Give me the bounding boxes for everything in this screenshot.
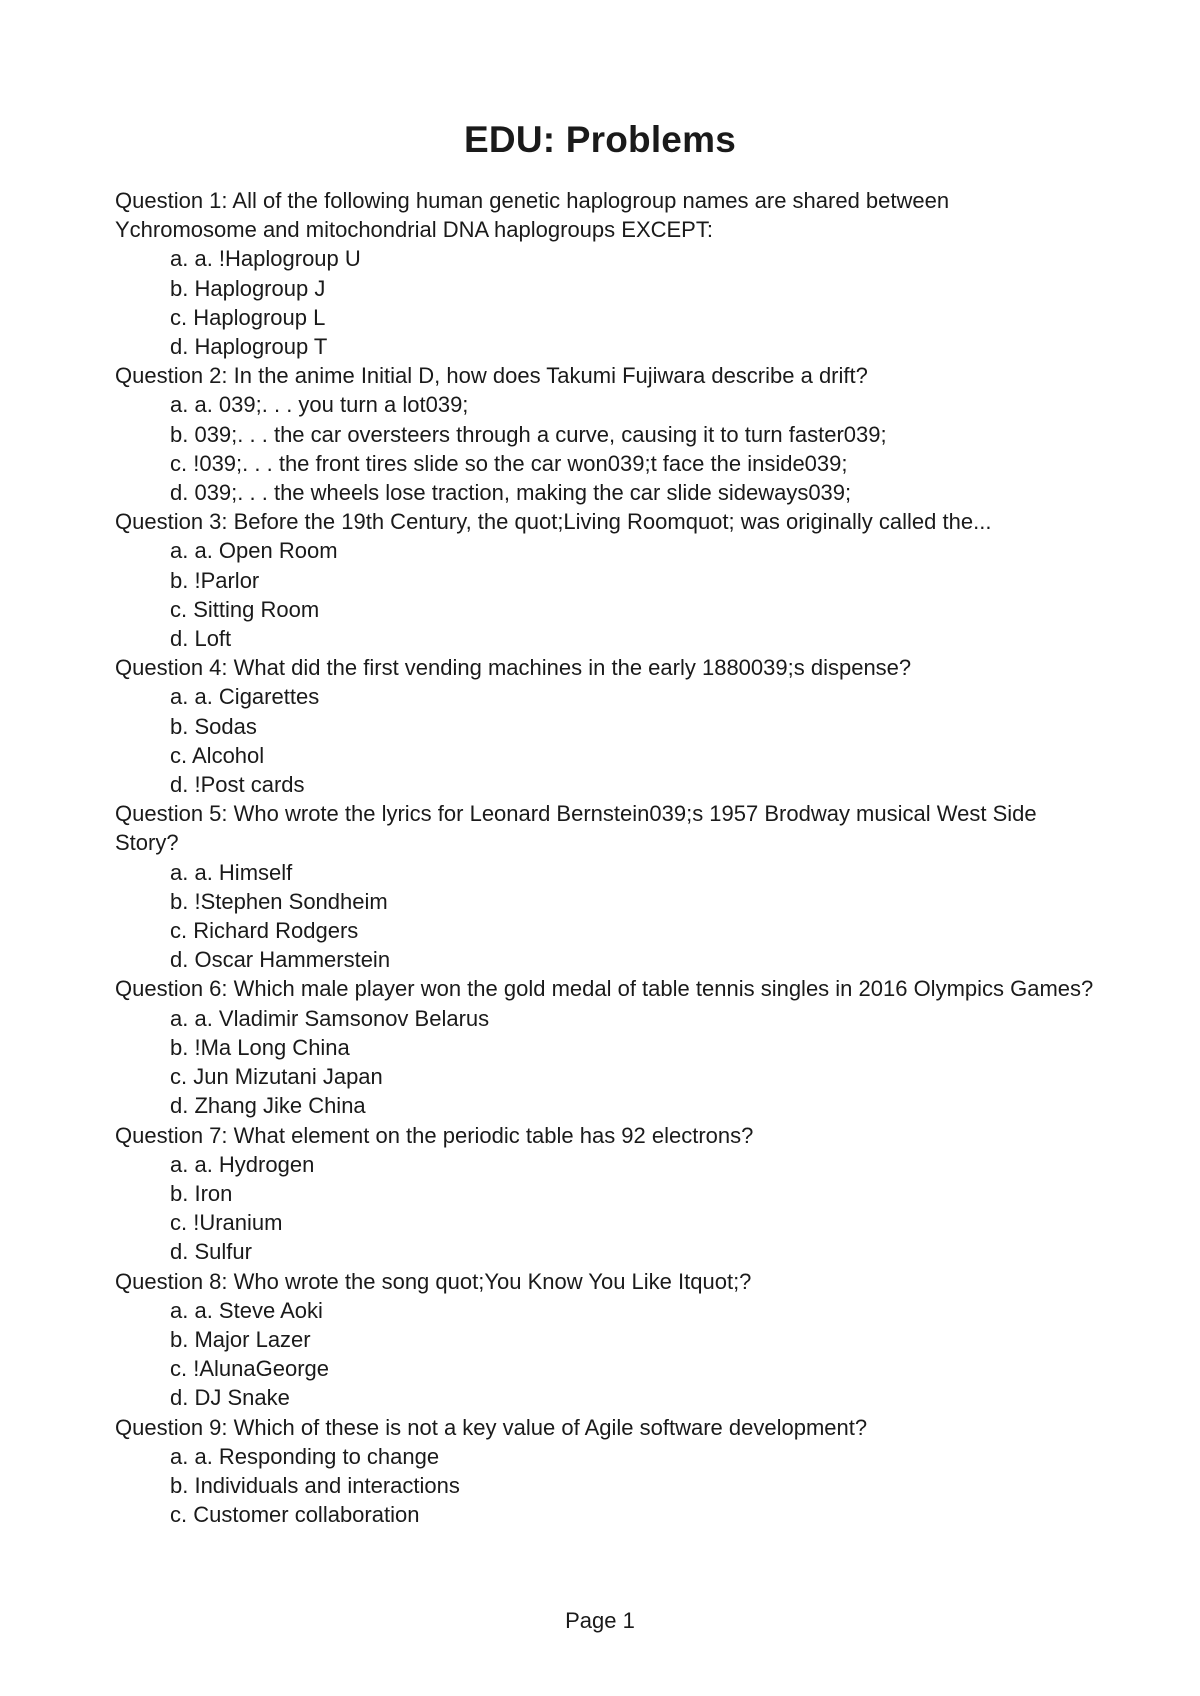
option-list — [115, 390, 1095, 507]
question-9 — [115, 1413, 1095, 1530]
option-b: b. Individuals and interactions — [170, 1472, 460, 1498]
question-1 — [115, 186, 1095, 361]
question-8 — [115, 1267, 1095, 1413]
question-text: Question 3: Before the 19th Century, the quot;Living Roomquot; was originally called the... — [115, 509, 992, 535]
option-b: b. 039;. . . the car oversteers through a curve, causing it to turn faster039; — [170, 421, 887, 447]
option-d: d. Oscar Hammerstein — [170, 947, 391, 973]
option-a: a. a. Himself — [170, 859, 293, 885]
question-text: Question 6: Which male player won the gold medal of table tennis singles in 2016 Olympics Games? — [115, 976, 1094, 1002]
option-b: b. Sodas — [170, 713, 257, 739]
option-c: c. !039;. . . the front tires slide so the car won039;t face the inside039; — [170, 450, 848, 476]
question-6 — [115, 974, 1095, 1120]
option-d: d. Zhang Jike China — [170, 1093, 366, 1119]
option-a: a. a. 039;. . . you turn a lot039; — [170, 392, 469, 418]
question-list — [115, 186, 1095, 1529]
option-c: c. Sitting Room — [170, 596, 320, 622]
option-a: a. a. Open Room — [170, 538, 338, 564]
option-list — [115, 1150, 1095, 1267]
question-text: Question 1: All of the following human genetic haplogroup names are shared between Ychromosome and mitochondrial DNA haplogroups EXCEPT: — [115, 188, 950, 243]
option-d: d. Sulfur — [170, 1239, 252, 1265]
option-d: d. DJ Snake — [170, 1385, 290, 1411]
option-a: a. a. !Haplogroup U — [170, 246, 361, 272]
option-d: d. Loft — [170, 626, 232, 652]
option-b: b. Major Lazer — [170, 1326, 311, 1352]
option-c: c. Haplogroup L — [170, 304, 326, 330]
question-text: Question 5: Who wrote the lyrics for Leonard Bernstein039;s 1957 Brodway musical West Side Story? — [115, 801, 1037, 856]
option-list — [115, 536, 1095, 653]
option-c: c. !Uranium — [170, 1210, 283, 1236]
option-c: c. !AlunaGeorge — [170, 1356, 329, 1382]
option-c: c. Jun Mizutani Japan — [170, 1064, 383, 1090]
question-4 — [115, 653, 1095, 799]
option-list — [115, 244, 1095, 361]
page-title: EDU: Problems — [464, 119, 736, 160]
option-c: c. Customer collaboration — [170, 1502, 420, 1528]
question-2 — [115, 361, 1095, 507]
question-text: Question 7: What element on the periodic table has 92 electrons? — [115, 1122, 754, 1148]
option-a: a. a. Responding to change — [170, 1443, 440, 1469]
question-5 — [115, 799, 1095, 974]
option-b: b. !Ma Long China — [170, 1034, 350, 1060]
option-d: d. !Post cards — [170, 772, 305, 798]
page-number: Page 1 — [565, 1608, 635, 1633]
option-b: b. Iron — [170, 1180, 233, 1206]
question-text: Question 9: Which of these is not a key value of Agile software development? — [115, 1414, 868, 1440]
question-7 — [115, 1121, 1095, 1267]
option-b: b. Haplogroup J — [170, 275, 326, 301]
option-b: b. !Parlor — [170, 567, 260, 593]
option-a: a. a. Steve Aoki — [170, 1297, 323, 1323]
question-text: Question 4: What did the first vending machines in the early 1880039;s dispense? — [115, 655, 912, 681]
option-list — [115, 1296, 1095, 1413]
option-list — [115, 1004, 1095, 1121]
question-text: Question 2: In the anime Initial D, how does Takumi Fujiwara describe a drift? — [115, 363, 868, 389]
option-list — [115, 682, 1095, 799]
option-list — [115, 1442, 1095, 1530]
option-list — [115, 858, 1095, 975]
option-c: c. Alcohol — [170, 742, 265, 768]
option-a: a. a. Vladimir Samsonov Belarus — [170, 1005, 490, 1031]
option-d: d. 039;. . . the wheels lose traction, making the car slide sideways039; — [170, 480, 852, 506]
question-text: Question 8: Who wrote the song quot;You Know You Like Itquot;? — [115, 1268, 752, 1294]
option-d: d. Haplogroup T — [170, 334, 328, 360]
option-a: a. a. Cigarettes — [170, 684, 320, 710]
option-a: a. a. Hydrogen — [170, 1151, 315, 1177]
option-c: c. Richard Rodgers — [170, 918, 359, 944]
option-b: b. !Stephen Sondheim — [170, 888, 388, 914]
question-3 — [115, 507, 1095, 653]
